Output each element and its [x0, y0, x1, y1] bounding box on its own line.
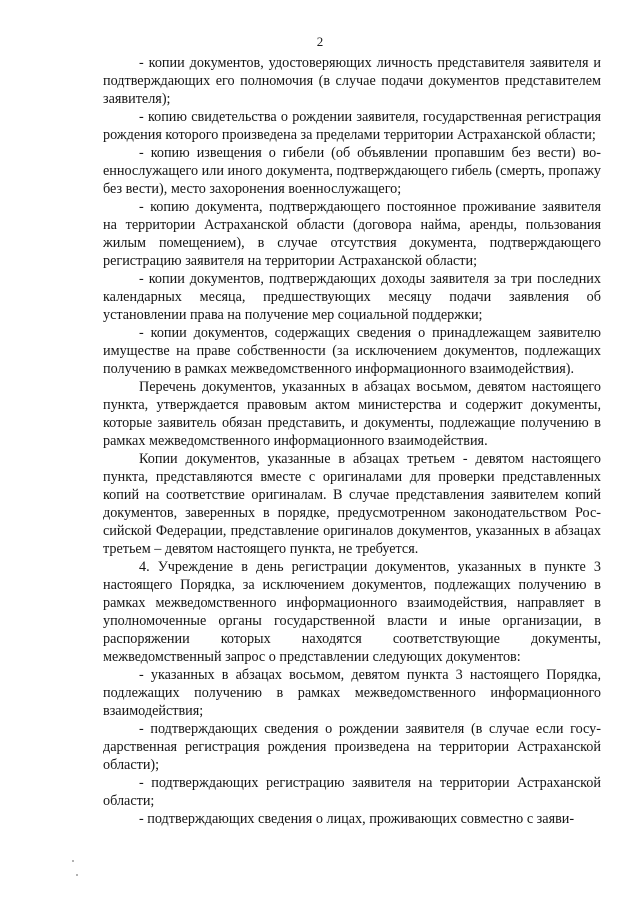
- paragraph-death-notice: - копию извещения о гибели (об объявлении пропавшим без вести) военнослужащего или иного документа, подтверждающего гибель (смерть, пропажу без вести), место захоронения военнослужащего;: [103, 145, 601, 197]
- paragraph-residence-document: - копию документа, подтверждающего постоянное проживание заявителя на территории Астраханской области (договора найма, аренды, пользования жилым помещением), в случае отсутствия документа, подтверждающего регистрацию заявителя на территории Астраханской области;: [103, 199, 601, 269]
- list-item-registration: - подтверждающих регистрацию заявителя на территории Астраханской области;: [103, 775, 601, 809]
- paragraph-copies-originals: Копии документов, указанные в абзацах третьем - девятом настоящего пункта, представляются вместе с оригиналами для проверки представленных копий на соответствие оригиналам. В случае представления заявителем копий документов, заверенных в порядке, предусмотренном законодательством Российской Федерации, представление оригиналов документов, указанных в абзацах третьем – девятом настоящего пункта, не требуется.: [103, 451, 601, 557]
- paragraph-property-documents: - копии документов, содержащих сведения о принадлежащем заявителю имуществе на праве собственности (за исключением документов, подлежащих получению в рамках межведомственного информационного взаимодействия).: [103, 325, 601, 377]
- paragraph-interagency-request: 4. Учреждение в день регистрации документов, указанных в пункте 3 настоящего Порядка, за исключением документов, подлежащих получению в рамках межведомственного информационного взаимодействия, направляет в уполномоченные органы государственной власти и иные организации, в распоряжении которых находятся соответствующие документы, межведомственный запрос о представлении следующих документов:: [103, 559, 601, 665]
- page-number: 2: [316, 34, 324, 49]
- list-item-indicated-documents: - указанных в абзацах восьмом, девятом пункта 3 настоящего Порядка, подлежащих получению в рамках межведомственного информационного взаимодействия;: [103, 667, 601, 719]
- document-body: [103, 54, 601, 828]
- list-item-birth-information: - подтверждающих сведения о рождении заявителя (в случае если государственная регистрация рождения произведена на территории Астраханской области);: [103, 721, 601, 773]
- paragraph-birth-certificate: - копию свидетельства о рождении заявителя, государственная регистрация рождения которого произведена за пределами территории Астраханской области;: [103, 109, 601, 143]
- paragraph-income-documents: - копии документов, подтверждающих доходы заявителя за три последних календарных месяца, предшествующих месяцу подачи заявления об установлении права на получение мер социальной поддержки;: [103, 271, 601, 323]
- paragraph-representative-documents: - копии документов, удостоверяющих личность представителя заявителя и подтверждающих его полномочия (в случае подачи документов представителем заявителя);: [103, 55, 601, 107]
- paragraph-document-list: Перечень документов, указанных в абзацах восьмом, девятом настоящего пункта, утверждается правовым актом министерства и содержит документы, которые заявитель обязан представить, и документы, подлежащие получению в рамках межведомственного информационного взаимодействия.: [103, 379, 601, 449]
- list-item-cohabitants: - подтверждающих сведения о лицах, проживающих совместно с заяви-: [139, 811, 575, 827]
- scan-artifact-dot: [76, 874, 78, 876]
- scan-artifact-dot: [72, 860, 74, 862]
